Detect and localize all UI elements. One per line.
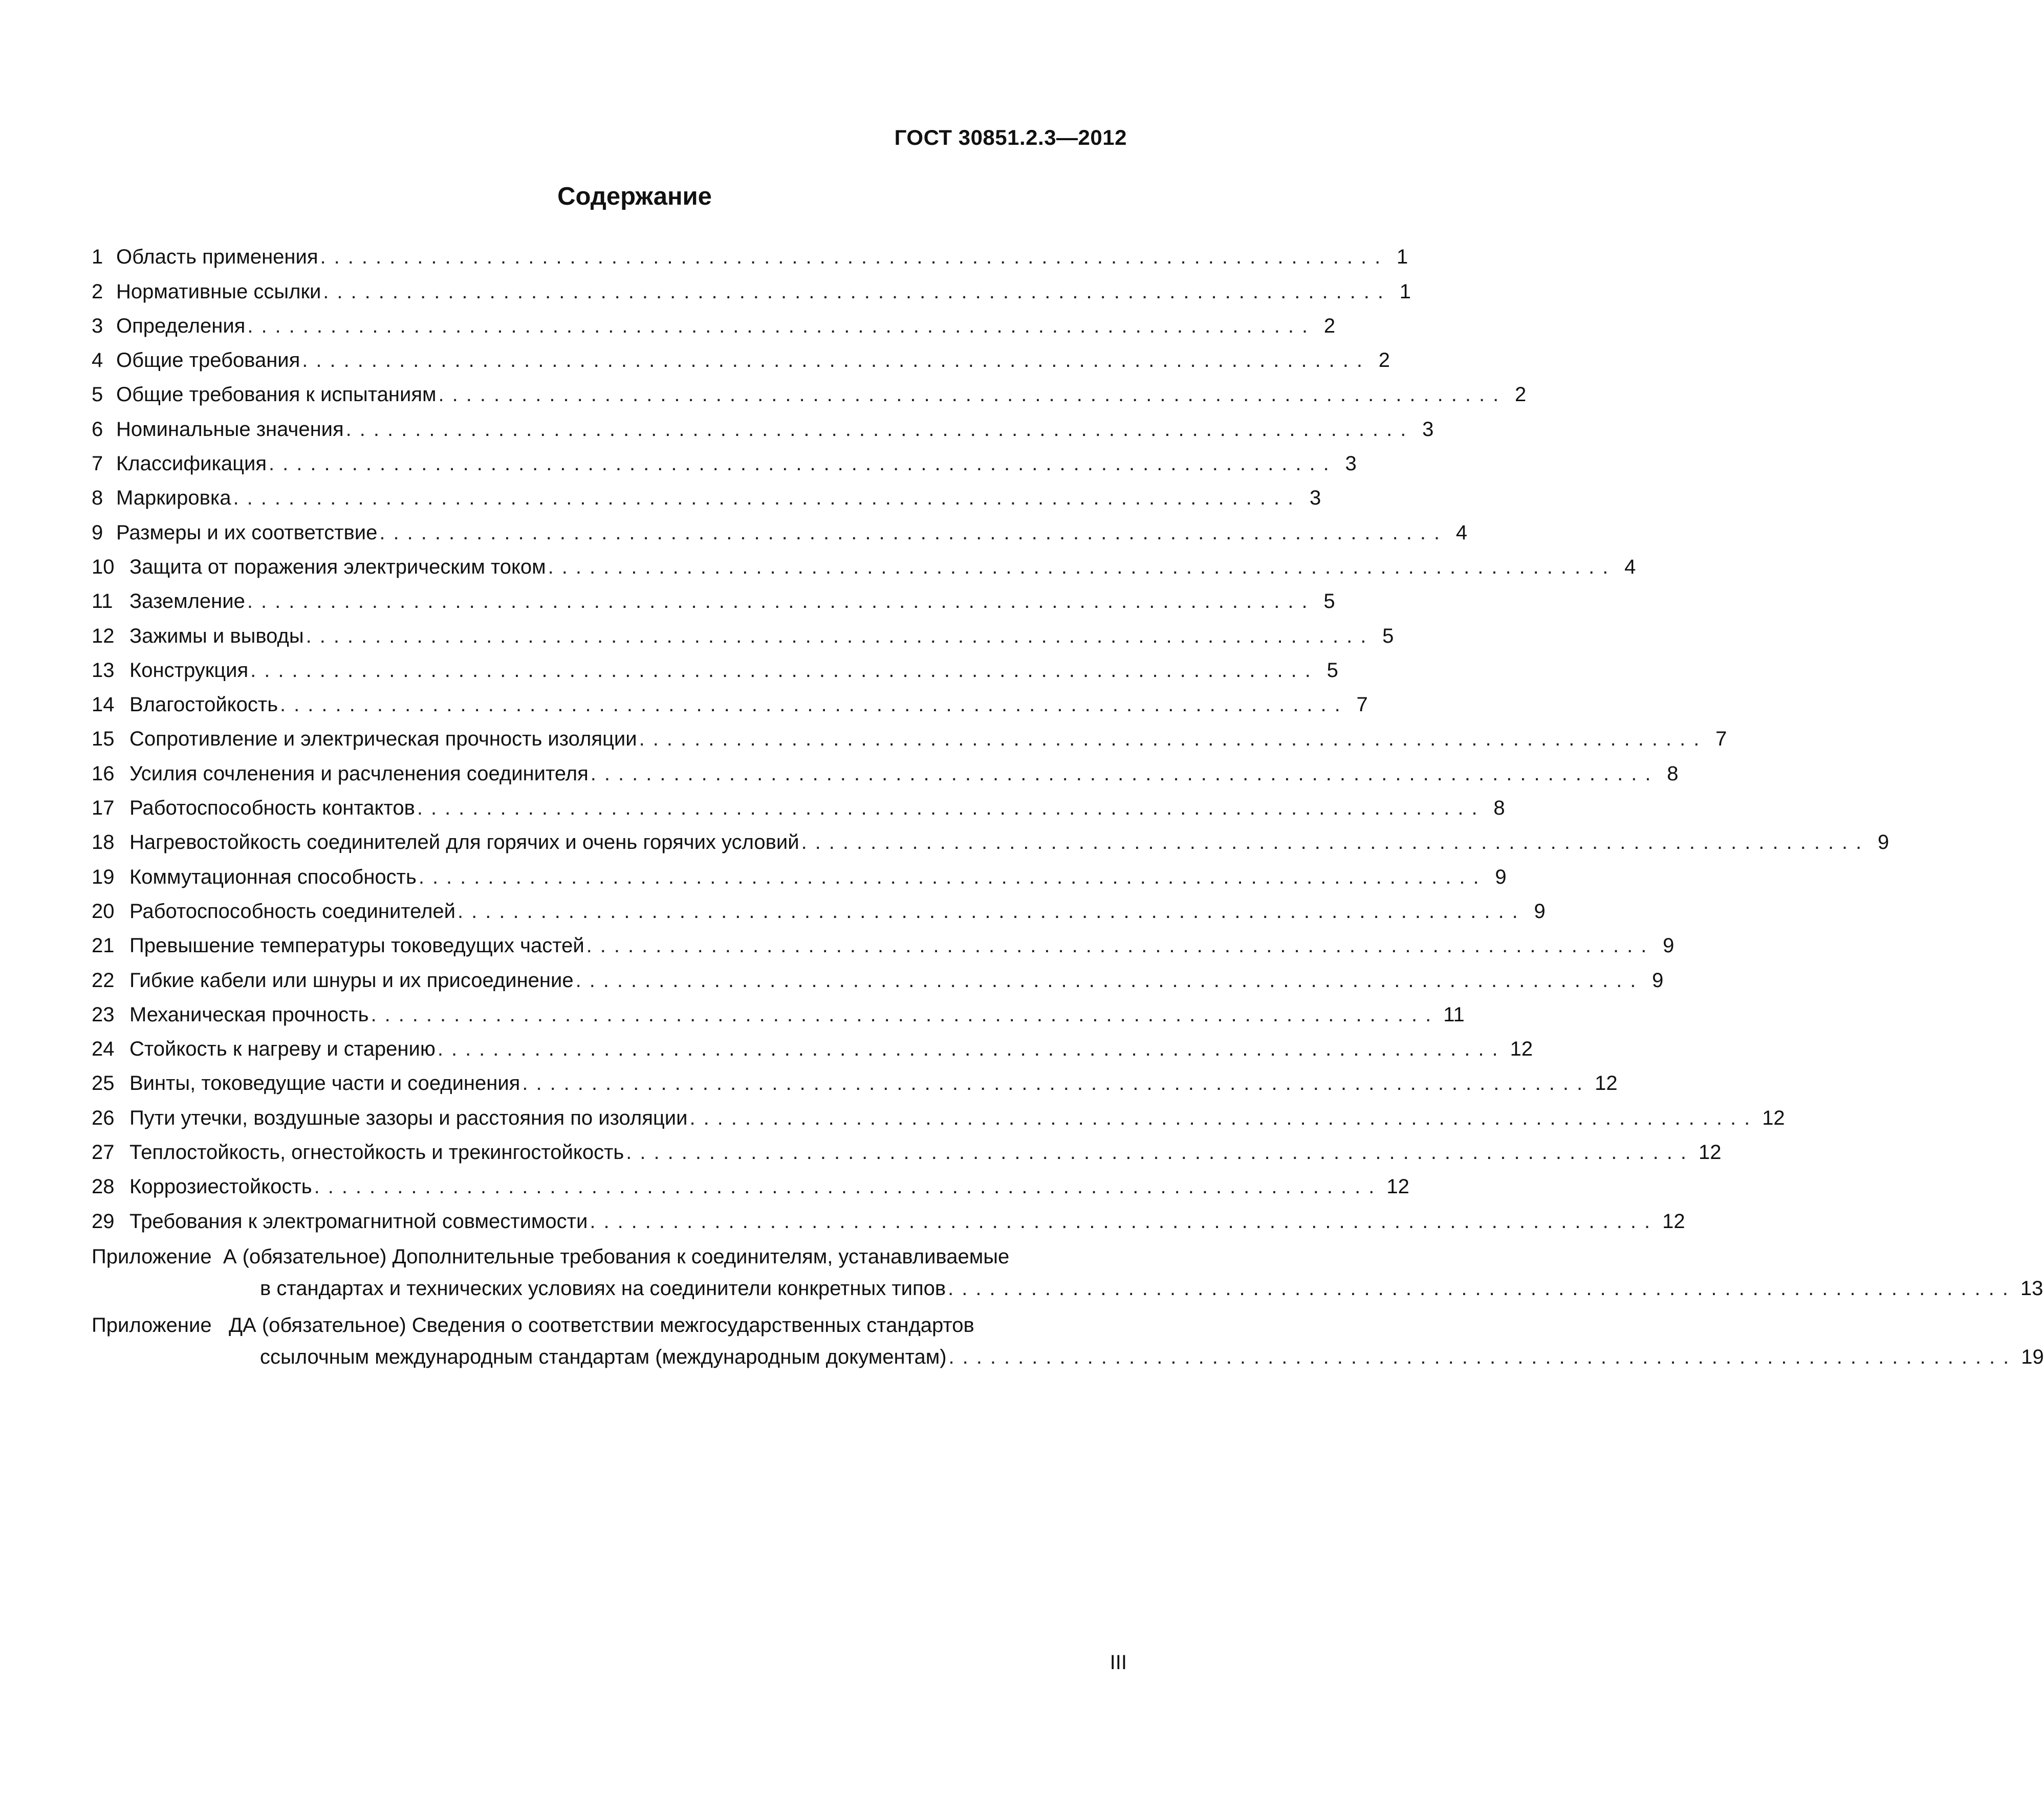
toc-entry[interactable] (92, 648, 1338, 682)
dot-leader: ............................................................................. (626, 1141, 1694, 1164)
toc-entry[interactable] (92, 510, 1468, 544)
toc-entry-number: 3 (92, 314, 103, 337)
dot-leader: ............................................................................. (458, 900, 1526, 923)
toc-entry-page: 7 (1356, 693, 1368, 716)
toc-entry-title: Теплостойкость, огнестойкость и трекингостойкость (129, 1141, 624, 1164)
toc-entry-number: 29 (92, 1210, 115, 1233)
toc-entry-title: Размеры и их соответствие (116, 521, 378, 544)
page-title: Содержание (557, 183, 712, 210)
toc-entry-title: Определения (116, 314, 246, 337)
toc-entry-page: 4 (1624, 555, 1636, 578)
toc-entry-title: Механическая прочность (129, 1003, 369, 1026)
document-code: ГОСТ 30851.2.3—2012 (894, 125, 1127, 149)
dot-leader: ............................................................................. (247, 590, 1316, 613)
dot-leader: ............................................................................. (689, 1106, 1758, 1129)
toc-entry-title: Общие требования (116, 349, 300, 372)
dot-leader: ............................................................................. (345, 418, 1415, 441)
toc-entry-number: 22 (92, 969, 115, 992)
dot-leader: ............................................................................. (280, 693, 1349, 716)
toc-entry[interactable] (92, 441, 1357, 475)
toc-entry-number: 14 (92, 693, 115, 716)
toc-entry-number: 23 (92, 1003, 115, 1026)
toc-entry[interactable] (92, 992, 1465, 1026)
toc-entry-title: Усилия сочленения и расчленения соединителя (129, 762, 589, 785)
toc-entry[interactable] (92, 579, 1335, 613)
toc-entry-title: Сопротивление и электрическая прочность изоляции (129, 728, 637, 751)
toc-entry[interactable] (92, 1026, 1533, 1061)
annex-continuation-line (92, 1268, 2043, 1300)
toc-entry-page: 3 (1422, 418, 1434, 441)
toc-entry-page: 4 (1455, 521, 1468, 544)
dot-leader: ............................................................................. (948, 1345, 2017, 1368)
toc-entry[interactable] (92, 1061, 1618, 1095)
toc-entry[interactable] (92, 1095, 1785, 1129)
toc-entry-title: Нагревостойкость соединителей для горячих и очень горячих условий (129, 831, 799, 854)
toc-entry-number: 11 (92, 590, 113, 613)
toc-entry-number: 10 (92, 555, 115, 578)
dot-leader: ............................................................................. (269, 452, 1337, 475)
toc-entry-title: Нормативные ссылки (116, 280, 321, 303)
annex-title-line2: ссылочным международным стандартам (международным документам) (260, 1345, 947, 1368)
toc-annex-entry[interactable] (92, 1235, 2043, 1300)
toc-entry[interactable] (92, 682, 1368, 716)
toc-entry[interactable] (92, 957, 1664, 992)
toc-entry-page: 7 (1715, 728, 1727, 751)
toc-entry-title: Зажимы и выводы (129, 624, 304, 647)
toc-entry-page: 9 (1878, 831, 1889, 854)
toc-entry[interactable] (92, 303, 1336, 338)
toc-entry[interactable] (92, 613, 1394, 647)
toc-entry[interactable] (92, 751, 1679, 785)
toc-entry-number: 24 (92, 1038, 115, 1061)
toc-entry[interactable] (92, 889, 1546, 923)
toc-entry[interactable] (92, 854, 1507, 888)
toc-entry-number: 8 (92, 487, 103, 510)
toc-entry-page: 12 (1386, 1175, 1409, 1198)
toc-entry-number: 21 (92, 934, 115, 957)
page-number: III (1110, 1651, 1127, 1674)
toc-entry-page: 5 (1323, 590, 1335, 613)
toc-entry-title: Номинальные значения (116, 418, 344, 441)
toc-entry-title: Коррозиестойкость (129, 1175, 312, 1198)
dot-leader: ............................................................................. (323, 280, 1392, 303)
toc-entry-title: Стойкость к нагреву и старению (129, 1038, 436, 1061)
annex-label: Приложение ДА (обязательное) (92, 1314, 412, 1337)
toc-entry-number: 6 (92, 418, 103, 441)
toc-entry-page: 13 (2020, 1277, 2043, 1300)
toc-entry-title: Общие требования к испытаниям (116, 383, 437, 406)
toc-entry-number: 7 (92, 452, 103, 475)
toc-entry-number: 19 (92, 865, 115, 888)
dot-leader: ............................................................................. (320, 246, 1389, 269)
annex-title-line2: в стандартах и технических условиях на соединители конкретных типов (260, 1277, 946, 1300)
toc-entry[interactable] (92, 234, 1408, 269)
dot-leader: ............................................................................. (522, 1072, 1591, 1095)
toc-entry-page: 3 (1345, 452, 1357, 475)
toc-entry-page: 1 (1399, 280, 1411, 303)
toc-entry-number: 16 (92, 762, 115, 785)
dot-leader: ............................................................................. (302, 349, 1371, 372)
toc-entry-title: Винты, токоведущие части и соединения (129, 1072, 520, 1095)
toc-entry-page: 19 (2021, 1345, 2044, 1368)
annex-heading-line (92, 1303, 1128, 1337)
dot-leader: ............................................................................. (247, 314, 1316, 337)
toc-entry-number: 2 (92, 280, 103, 303)
toc-entry-number: 15 (92, 728, 115, 751)
toc-entry-title: Маркировка (116, 487, 231, 510)
toc-entry[interactable] (92, 406, 1434, 441)
toc-entry-number: 13 (92, 659, 115, 682)
toc-entry-page: 12 (1510, 1038, 1533, 1061)
toc-entry-number: 5 (92, 383, 103, 406)
dot-leader: ............................................................................. (417, 797, 1486, 820)
dot-leader: ............................................................................. (586, 934, 1655, 957)
toc-entry-title: Заземление (129, 590, 245, 613)
annex-heading-line (92, 1235, 1128, 1268)
toc-entry-title: Область применения (116, 246, 318, 269)
toc-entry-page: 12 (1595, 1072, 1618, 1095)
annex-label: Приложение А (обязательное) (92, 1245, 393, 1268)
toc-entry[interactable] (92, 1164, 1409, 1198)
toc-entry-number: 12 (92, 624, 115, 647)
toc-entry-title: Пути утечки, воздушные зазоры и расстояния по изоляции (129, 1106, 688, 1129)
toc-entry-page: 9 (1663, 934, 1675, 957)
toc-entry-number: 26 (92, 1106, 115, 1129)
toc-entry-number: 20 (92, 900, 115, 923)
toc-entry-title: Гибкие кабели или шнуры и их присоединение (129, 969, 574, 992)
toc-entry[interactable] (92, 1130, 1722, 1164)
toc-entry-title: Коммутационная способность (129, 865, 417, 888)
toc-entry-page: 3 (1309, 487, 1321, 510)
dot-leader: ............................................................................. (801, 831, 1870, 854)
toc-entry[interactable] (92, 785, 1505, 820)
dot-leader: ............................................................................. (437, 1038, 1506, 1061)
toc-entry-number: 25 (92, 1072, 115, 1095)
toc-entry[interactable] (92, 716, 1727, 751)
dot-leader: ............................................................................. (418, 865, 1487, 888)
toc-entry-page: 5 (1382, 624, 1394, 647)
toc-entry[interactable] (92, 475, 1321, 510)
toc-entry-page: 12 (1762, 1106, 1785, 1129)
toc-entry[interactable] (92, 544, 1636, 579)
annex-title-line1: Дополнительные требования к соединителям, устанавливаемые (392, 1245, 1010, 1268)
toc-entry-number: 9 (92, 521, 103, 544)
toc-entry-title: Конструкция (129, 659, 249, 682)
toc-entry-page: 8 (1667, 762, 1679, 785)
annex-title-line1: Сведения о соответствии межгосударственных стандартов (411, 1314, 974, 1337)
dot-leader: ............................................................................. (371, 1003, 1440, 1026)
toc-entry-title: Влагостойкость (129, 693, 278, 716)
toc-entry-page: 2 (1378, 349, 1390, 372)
toc-entry-number: 18 (92, 831, 115, 854)
toc-entry-number: 27 (92, 1141, 115, 1164)
toc-entry-page: 12 (1698, 1141, 1722, 1164)
toc-entry-number: 28 (92, 1175, 115, 1198)
dot-leader: ............................................................................. (948, 1277, 2016, 1300)
toc-entry-number: 17 (92, 797, 115, 820)
toc-entry-title: Работоспособность контактов (129, 797, 415, 820)
dot-leader: ............................................................................. (379, 521, 1448, 544)
toc-entry-page: 5 (1327, 659, 1338, 682)
toc-annex-entry[interactable] (92, 1303, 2044, 1369)
table-of-contents (92, 234, 2044, 1369)
toc-entry-page: 9 (1652, 969, 1664, 992)
dot-leader: ............................................................................. (590, 1210, 1659, 1233)
annex-continuation-line (92, 1337, 2044, 1369)
toc-entry[interactable] (92, 1198, 1685, 1233)
dot-leader: ............................................................................. (548, 555, 1617, 578)
toc-entry-number: 4 (92, 349, 103, 372)
dot-leader: ............................................................................. (590, 762, 1659, 785)
dot-leader: ............................................................................. (438, 383, 1507, 406)
toc-entry[interactable] (92, 269, 1411, 303)
toc-entry-title: Превышение температуры токоведущих частей (129, 934, 584, 957)
toc-entry-page: 9 (1495, 865, 1507, 888)
toc-entry-title: Требования к электромагнитной совместимости (129, 1210, 588, 1233)
toc-entry-page: 2 (1514, 383, 1527, 406)
toc-entry[interactable] (92, 372, 1527, 406)
dot-leader: ............................................................................. (575, 969, 1644, 992)
dot-leader: ............................................................................. (639, 728, 1708, 751)
toc-entry-title: Классификация (116, 452, 267, 475)
toc-entry[interactable] (92, 820, 1889, 854)
dot-leader: ............................................................................. (233, 487, 1302, 510)
dot-leader: ............................................................................. (314, 1175, 1383, 1198)
toc-entry-page: 2 (1323, 314, 1336, 337)
toc-entry-title: Работоспособность соединителей (129, 900, 456, 923)
dot-leader: ............................................................................. (250, 659, 1319, 682)
toc-entry-page: 1 (1397, 246, 1408, 269)
toc-entry[interactable] (92, 338, 1390, 372)
toc-entry[interactable] (92, 923, 1675, 957)
toc-entry-page: 11 (1443, 1003, 1465, 1026)
toc-entry-title: Защита от поражения электрическим током (129, 555, 546, 578)
toc-entry-page: 9 (1534, 900, 1546, 923)
toc-entry-page: 8 (1493, 797, 1505, 820)
dot-leader: ............................................................................. (306, 624, 1375, 647)
toc-entry-number: 1 (92, 246, 103, 269)
toc-entry-page: 12 (1662, 1210, 1685, 1233)
